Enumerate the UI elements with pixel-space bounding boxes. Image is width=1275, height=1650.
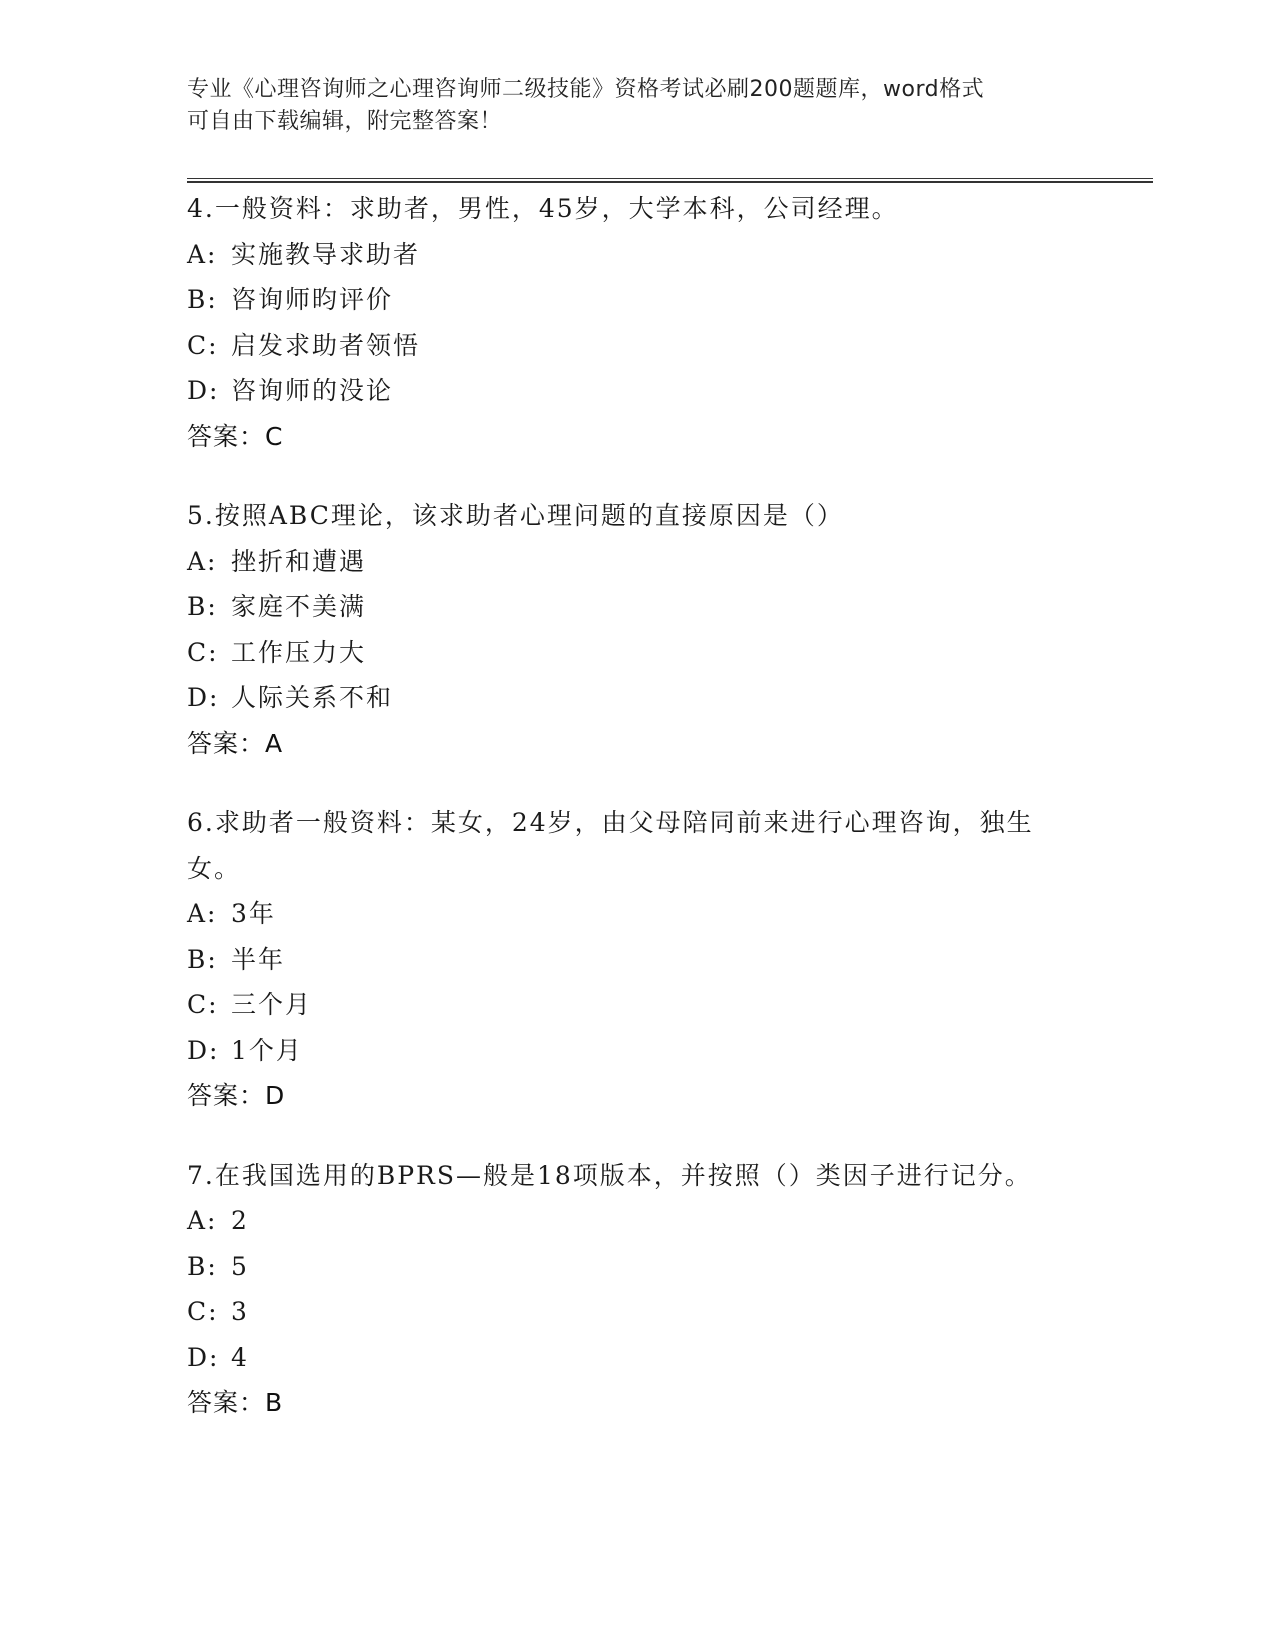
option-text: 1个月 [231,1035,303,1065]
question-7 [187,1153,1087,1426]
question-stem: 6.求助者一般资料：某女，24岁，由父母陪同前来进行心理咨询，独生女。 [187,808,1034,883]
option-key: D: [187,1342,220,1372]
option-text: 三个月 [231,990,313,1019]
option-key: A: [187,1206,218,1235]
option-key: B: [187,285,218,314]
header-line-1: 专业《心理咨询师之心理咨询师二级技能》资格考试必刷200题题库，word格式 [187,77,985,102]
option-text: 半年 [231,944,286,974]
option-c [187,323,1087,369]
option-text: 启发求助者领悟 [231,330,421,360]
option-text: 工作压力大 [231,637,367,667]
option-text: 咨询师昀评价 [231,285,394,314]
option-d [187,1028,1087,1074]
question-5 [187,493,1087,766]
option-key: B: [187,1251,218,1281]
option-key: A: [187,239,218,269]
answer-line: 答案：D [187,1081,286,1110]
option-b [187,937,1087,983]
option-text: 挫折和遭遇 [231,546,367,576]
option-key: D: [187,683,220,712]
option-text: 4 [231,1342,249,1372]
option-text: 3年 [231,899,276,928]
option-d [187,368,1087,414]
option-key: C: [187,990,219,1019]
question-4 [187,186,1087,459]
answer-line: 答案：A [187,728,284,758]
option-a [187,891,1087,937]
option-key: A: [187,899,218,928]
header-divider-thin [187,178,1153,179]
option-c [187,1289,1087,1335]
answer-line: 答案：C [187,421,284,451]
question-stem: 4.一般资料：求助者，男性，45岁，大学本科，公司经理。 [187,194,899,223]
answer-line: 答案：B [187,1388,284,1417]
option-b [187,1244,1087,1290]
option-text: 实施教导求助者 [231,239,421,269]
option-c [187,982,1087,1028]
option-b [187,277,1087,323]
question-list [187,186,1087,1460]
question-6 [187,800,1087,1119]
option-key: A: [187,546,218,576]
option-a [187,232,1087,278]
option-text: 人际关系不和 [231,683,394,712]
option-text: 家庭不美满 [231,592,367,621]
option-b [187,584,1087,630]
question-stem: 5.按照ABC理论，该求助者心理问题的直接原因是（） [187,501,844,530]
option-key: D: [187,1035,220,1065]
option-a [187,539,1087,585]
option-d [187,1335,1087,1381]
option-text: 5 [231,1251,249,1281]
option-text: 3 [231,1297,249,1326]
option-a [187,1198,1087,1244]
option-key: C: [187,637,219,667]
header-divider-thick [187,181,1153,183]
option-key: C: [187,1297,219,1326]
document-header [187,74,1087,138]
option-c [187,630,1087,676]
header-line-2: 可自由下载编辑，附完整答案！ [187,109,503,134]
option-key: D: [187,376,220,405]
option-key: C: [187,330,219,360]
option-text: 咨询师的没论 [231,376,394,405]
option-key: B: [187,592,218,621]
option-text: 2 [231,1206,249,1235]
option-d [187,675,1087,721]
question-stem: 7.在我国选用的BPRS—般是18项版本，并按照（）类因子进行记分。 [187,1160,1032,1190]
option-key: B: [187,944,218,974]
